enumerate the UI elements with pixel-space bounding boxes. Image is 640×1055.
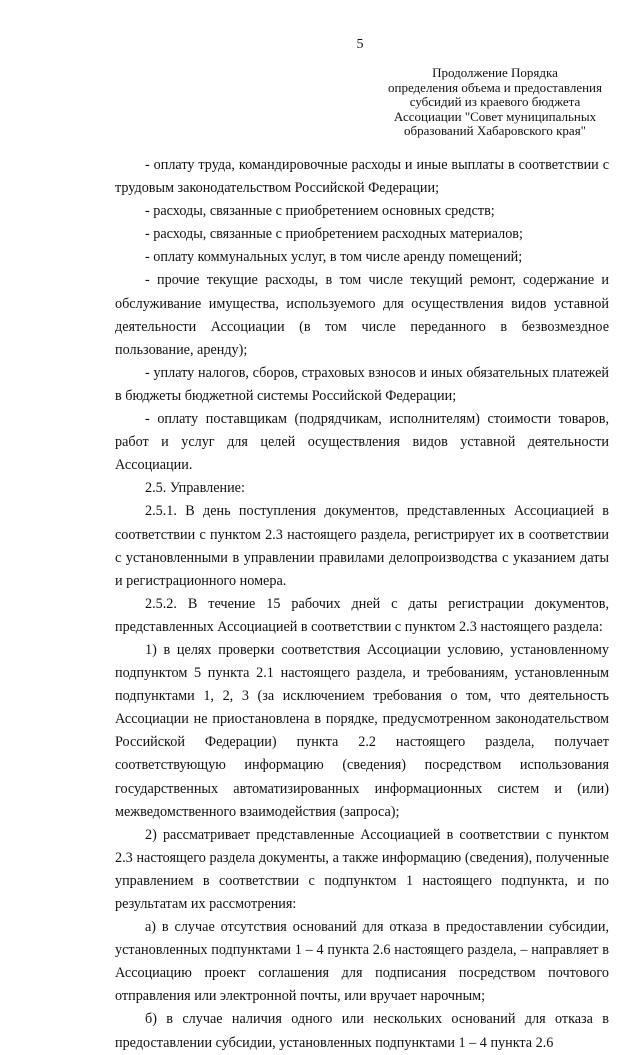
- paragraph: 2.5.1. В день поступления документов, представленных Ассоциацией в соответствии с пунктом 2.3 настоящего раздела, регистрирует их в соответствии с установленными в управлении правилами делопроизводства с указанием даты и регистрационного номера.: [115, 503, 609, 589]
- page-number: 5: [356, 37, 364, 52]
- paragraph: б) в случае наличия одного или нескольких оснований для отказа в предоставлении субсидии, установленных подпунктами 1 – 4 пункта 2.6: [115, 1011, 609, 1051]
- header-line: определения объема и предоставления: [388, 79, 602, 95]
- document-body: [115, 154, 609, 1055]
- paragraph: 1) в целях проверки соответствия Ассоциации условию, установленному подпунктом 5 пункта 2.1 настоящего раздела, и требованиям, установленным подпунктами 1, 2, 3 (за исключением требования о том, что деятельность Ассоциации не приостановлена в порядке, предусмотренном законодательством Российской Федерации) пункта 2.2 настоящего раздела, получает соответствующую информацию (сведения) посредством использования государственных автоматизированных информационных систем и (или) межведомственного взаимодействия (запроса);: [115, 641, 609, 820]
- paragraph: 2.5. Управление:: [145, 480, 245, 497]
- header-line: Ассоциации "Совет муниципальных: [393, 108, 597, 124]
- header-line: образований Хабаровского края": [404, 123, 586, 139]
- paragraph: - расходы, связанные с приобретением расходных материалов;: [145, 226, 523, 243]
- paragraph: 2) рассматривает представленные Ассоциацией в соответствии с пунктом 2.3 настоящего раздела документы, а также информацию (сведения), полученные управлением в соответствии с подпунктом 1 настоящего подпункта, и по результатам их рассмотрения:: [115, 826, 609, 912]
- paragraph: 2.5.2. В течение 15 рабочих дней с даты регистрации документов, представленных Ассоциацией в соответствии с пунктом 2.3 настоящего раздела:: [115, 595, 609, 635]
- paragraph: - расходы, связанные с приобретением основных средств;: [145, 203, 495, 220]
- paragraph: а) в случае отсутствия оснований для отказа в предоставлении субсидии, установленных подпунктами 1 – 4 пункта 2.6 настоящего раздела, – направляет в Ассоциацию проект соглашения для подписания посредством почтового отправления или электронной почты, или вручает нарочным;: [115, 919, 609, 1005]
- paragraph: - прочие текущие расходы, в том числе текущий ремонт, содержание и обслуживание имущества, используемого для осуществления видов уставной деятельности Ассоциации (в том числе переданного в безвозмездное пользование, аренду);: [115, 272, 609, 358]
- header-line: Продолжение Порядка: [432, 65, 558, 80]
- document-header: [380, 66, 610, 139]
- paragraph: - оплату поставщикам (подрядчикам, исполнителям) стоимости товаров, работ и услуг для целей осуществления видов уставной деятельности Ассоциации.: [115, 411, 609, 474]
- header-line: субсидий из краевого бюджета: [409, 94, 581, 110]
- paragraph: - оплату коммунальных услуг, в том числе аренду помещений;: [145, 249, 523, 266]
- paragraph: - оплату труда, командировочные расходы и иные выплаты в соответствии с трудовым законодательством Российской Федерации;: [115, 157, 609, 197]
- paragraph: - уплату налогов, сборов, страховых взносов и иных обязательных платежей в бюджеты бюджетной системы Российской Федерации;: [115, 364, 609, 404]
